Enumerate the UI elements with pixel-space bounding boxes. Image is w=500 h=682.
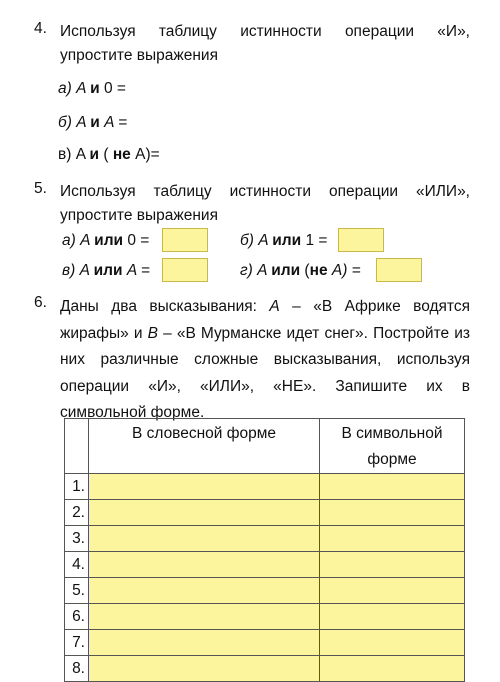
task-5-b-answer-box[interactable] [338,228,384,252]
symbolic-cell[interactable] [320,474,465,500]
verbal-cell[interactable] [89,552,320,578]
task-4-c-left: A [75,146,90,163]
header-symbolic: В символьной форме [320,419,465,474]
task-4-a [58,80,126,98]
task-6-text-part-0: Даны два высказывания: [60,298,270,315]
task-5 [34,180,470,228]
verbal-cell[interactable] [89,500,320,526]
task-6-var-a: A [269,298,280,315]
row-number: 4. [65,552,89,578]
task-4-text: Используя таблицу истинности операции «И», упростите выражения [60,23,470,64]
task-4-b-left: A [76,114,91,131]
task-4-c [58,146,160,164]
task-4-a-prefix: а) [58,80,77,97]
verbal-cell[interactable] [89,578,320,604]
row-number: 3. [65,526,89,552]
task-5-d-op: или [271,262,301,279]
answer-table [64,418,465,682]
task-4-a-right: 0 = [99,80,126,97]
task-5-a-op: или [94,232,124,249]
task-5-c [62,262,150,280]
table-row [65,552,465,578]
task-5-b-left: A [258,232,273,249]
task-5-a-answer-box[interactable] [162,228,208,252]
symbolic-cell[interactable] [320,526,465,552]
table-row [65,656,465,682]
answer-table-header [65,419,465,474]
table-row [65,526,465,552]
task-5-d-prefix: г) [240,262,258,279]
task-5-b-prefix: б) [240,232,259,249]
task-4 [34,20,470,68]
task-5-d [240,262,361,280]
task-5-d-answer-box[interactable] [376,258,422,282]
table-row [65,630,465,656]
task-4-a-op: и [90,80,100,97]
task-5-b-right: 1 = [301,232,328,249]
task-4-b-prefix: б) [58,114,77,131]
symbolic-cell[interactable] [320,552,465,578]
verbal-cell[interactable] [89,526,320,552]
task-4-c-right: A)= [130,146,160,163]
task-6-text-part-2: – «В Африке водятся жирафы» и [60,298,470,342]
task-4-number: 4. [34,20,47,37]
verbal-cell[interactable] [89,474,320,500]
header-number [65,419,89,474]
row-number: 6. [65,604,89,630]
task-5-c-left: A [79,262,94,279]
task-4-c-mid: ( [99,146,113,163]
task-6-var-b: B [147,324,158,342]
symbolic-cell[interactable] [320,500,465,526]
verbal-cell[interactable] [89,604,320,630]
task-4-c-op: и [89,146,100,163]
task-5-text: Используя таблицу истинности операции «ИЛИ», упростите выражения [60,183,470,224]
task-5-d-paren: ( [300,262,310,279]
row-number: 2. [65,500,89,526]
task-4-b-op: и [90,114,100,131]
symbolic-cell[interactable] [320,578,465,604]
task-5-d-left: A [257,262,272,279]
task-5-c-prefix: в) [62,262,80,279]
task-4-a-left: A [76,80,91,97]
task-5-c-right: A = [122,262,150,279]
task-6-number: 6. [34,294,47,311]
verbal-cell[interactable] [89,630,320,656]
task-5-d-op2: не [309,262,328,279]
task-5-a [62,232,149,250]
task-4-c-prefix: в) [58,146,76,163]
task-5-a-right: 0 = [123,232,150,249]
task-6-text-part-4: – «В Мурманске идет снег». Постройте из них различные сложные высказывания, используя операции «И», «ИЛИ», «НЕ». Запишите их в символьной форме. [60,324,470,421]
task-5-c-op: или [93,262,123,279]
row-number: 5. [65,578,89,604]
header-verbal: В словесной форме [89,419,320,474]
row-number: 1. [65,474,89,500]
table-row [65,474,465,500]
table-row [65,578,465,604]
symbolic-cell[interactable] [320,604,465,630]
task-6 [34,294,470,427]
task-5-d-right: A) = [327,262,361,279]
symbolic-cell[interactable] [320,656,465,682]
table-row [65,500,465,526]
task-5-a-left: A [80,232,95,249]
task-5-b [240,232,327,250]
task-5-c-answer-box[interactable] [162,258,208,282]
task-4-b-right: A = [99,114,128,131]
task-4-c-op2: не [112,146,131,163]
table-row [65,604,465,630]
task-5-number: 5. [34,180,47,197]
task-5-a-prefix: а) [62,232,81,249]
task-4-b [58,114,127,132]
row-number: 7. [65,630,89,656]
verbal-cell[interactable] [89,656,320,682]
task-5-b-op: или [272,232,302,249]
task-6-text [60,294,470,427]
row-number: 8. [65,656,89,682]
symbolic-cell[interactable] [320,630,465,656]
